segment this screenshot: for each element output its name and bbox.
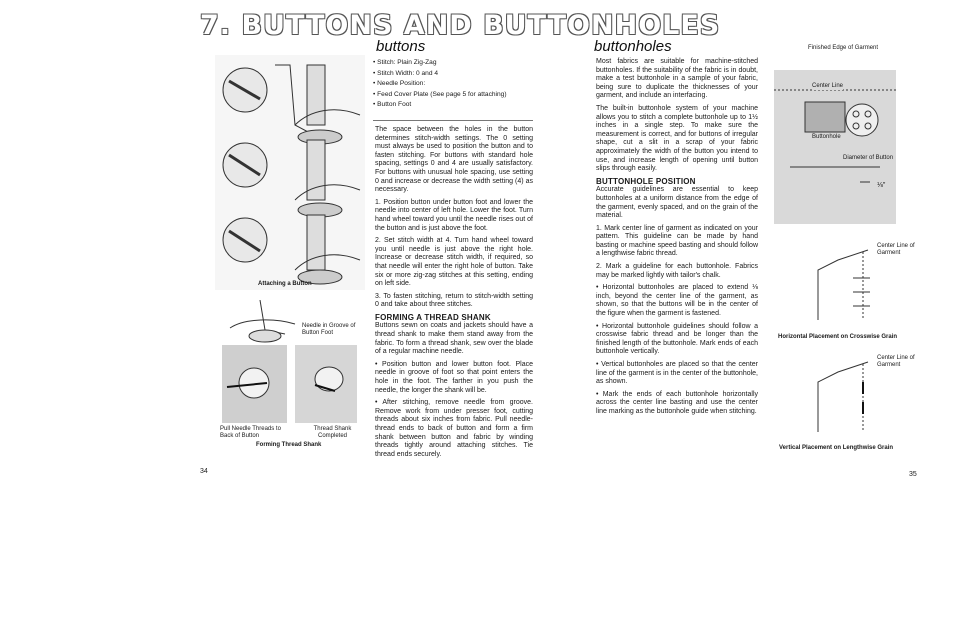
position-step-1: 1. Mark center line of garment as indicated on your pattern. This guideline can be made by hand basting or machine speed basting and should follow a lengthwise fabric thread. — [596, 224, 758, 258]
buttons-heading: buttons — [376, 38, 426, 55]
buttons-step-3: 3. To fasten stitching, return to stitch-width setting 0 and take about three stitches. — [375, 292, 533, 309]
chapter-title: 7. BUTTONS AND BUTTONHOLES — [200, 10, 721, 41]
buttons-intro: The space between the holes in the button determines stitch-width settings. The 0 setting must always be used to position the button and to fasten stitching. For buttons with standard hole spacing, settings 0 and 4 are usually satisfactory. For buttons with unusual hole spacing, use setting 0 and increase or decrease the width setting (4) as necessary. — [375, 126, 533, 194]
spec-list — [373, 58, 533, 111]
mark-ends-bullet: • Mark the ends of each buttonhole horizontally across the center line basting and use the center line marking as the buttonhole guide when stitching. — [596, 390, 758, 415]
shank-bullet-1: • Position button and lower button foot. Place needle in groove of foot so that point enters the hole in the foot. The farther in you push the needle, the longer the shank will be. — [375, 360, 533, 394]
buttons-step-1: 1. Position button under button foot and lower the needle into center of left hole. Lower the foot. Turn hand wheel toward you until the needle rises out of the button and is just above the foot. — [375, 198, 533, 232]
shank-intro: Buttons sewn on coats and jackets should have a thread shank to make them stand away from the fabric. To form a thread shank, sew over the blade of a regular machine needle. — [375, 322, 533, 356]
position-step-2: 2. Mark a guideline for each buttonhole. Fabrics may be marked lightly with tailor's chalk. — [596, 263, 758, 279]
buttons-step-2: 2. Set stitch width at 4. Turn hand wheel toward you until needle is just above the right hole. Increase or decrease stitch width, if required, so that needle will enter the right hole of button. Take six or more zig-zag stitches at this setting, ending on left side. — [375, 237, 533, 288]
page-number-left: 34 — [200, 468, 208, 475]
shank-completed-caption: Thread Shank Completed — [313, 426, 352, 439]
horizontal-bullet: • Horizontal buttonholes are placed to extend ⅛ inch, beyond the center line of the garment, as shown, so that the buttons will be in the center of the figure when the garment is fastened. — [596, 284, 758, 318]
center-line-garment-label-1: Center Line of Garment — [877, 243, 915, 256]
vertical-placement-caption: Vertical Placement on Lengthwise Grain — [779, 445, 894, 451]
position-intro: Accurate guidelines are essential to keep buttonholes at a uniform distance from the edge of the garment, evenly spaced, and on the grain of the material. — [596, 186, 758, 220]
spec-stitch: • Stitch: Plain Zig-Zag — [373, 58, 533, 69]
spec-needle-position: • Needle Position: — [373, 79, 533, 90]
vertical-placement-diagram — [808, 352, 888, 437]
pull-threads-caption: Pull Needle Threads to Back of Button — [220, 426, 281, 439]
shank-heading: FORMING A THREAD SHANK — [375, 312, 491, 322]
built-in-paragraph: The built-in buttonhole system of your machine allows you to stitch a complete buttonhole up to 1½ inches in a single step. To make sure the measurement is correct, and for buttons of irregular shape, cut a slit in a scrap of your fabric approximately the width of the button you intend to use, and increase length of opening until button slips through easily. — [596, 104, 758, 173]
finished-edge-label: Finished Edge of Garment — [808, 45, 879, 51]
buttonholes-heading: buttonholes — [594, 38, 672, 55]
attaching-button-illustration — [215, 55, 365, 290]
buttons-body — [375, 126, 533, 463]
pull-threads-illustration — [222, 345, 287, 423]
diameter-label: Diameter of Button — [843, 155, 894, 161]
buttonholes-body — [596, 58, 758, 421]
needle-groove-caption: Needle in Groove of Button Foot — [302, 323, 356, 336]
spec-button-foot: • Button Foot — [373, 100, 533, 111]
center-line-garment-label-2: Center Line of Garment — [877, 355, 915, 368]
shank-completed-illustration — [295, 345, 357, 423]
attaching-caption: Attaching a Button — [258, 281, 312, 287]
horizontal-placement-diagram — [808, 240, 888, 325]
center-line-label: Center Line — [812, 83, 844, 89]
vertical-bullet: • Vertical buttonholes are placed so that the center line of the garment is in the center of the buttonhole, as shown. — [596, 361, 758, 386]
divider — [373, 120, 533, 121]
horizontal-guideline-bullet: • Horizontal buttonhole guidelines should follow a crosswise fabric thread and be longer than the finished length of the buttonhole. Mark ends of each buttonhole vertically. — [596, 322, 758, 356]
forming-caption: Forming Thread Shank — [256, 442, 322, 448]
buttonholes-intro: Most fabrics are suitable for machine-stitched buttonholes. If the suitability of the fabric is in doubt, make a test buttonhole in a sample of your fabric, being sure to duplicate the thicknesses of your garment, and include an interfacing. — [596, 58, 758, 100]
page-number-right: 35 — [909, 471, 917, 478]
spec-width: • Stitch Width: 0 and 4 — [373, 69, 533, 80]
horizontal-placement-caption: Horizontal Placement on Crosswise Grain — [778, 334, 898, 340]
spec-feed-cover: • Feed Cover Plate (See page 5 for attaching) — [373, 90, 533, 101]
needle-groove-illustration — [225, 300, 300, 345]
shank-bullet-2: • After stitching, remove needle from groove. Remove work from under presser foot, cutting threads about six inches from fabric. Pull needle-thread ends to back of button and form a firm shank between button and fabric by winding threads tightly around attaching stitches. Tie thread ends securely. — [375, 399, 533, 458]
buttonhole-label: Buttonhole — [812, 134, 841, 140]
position-heading: BUTTONHOLE POSITION — [596, 176, 696, 186]
eighth-inch-label: ⅛" — [877, 182, 886, 189]
